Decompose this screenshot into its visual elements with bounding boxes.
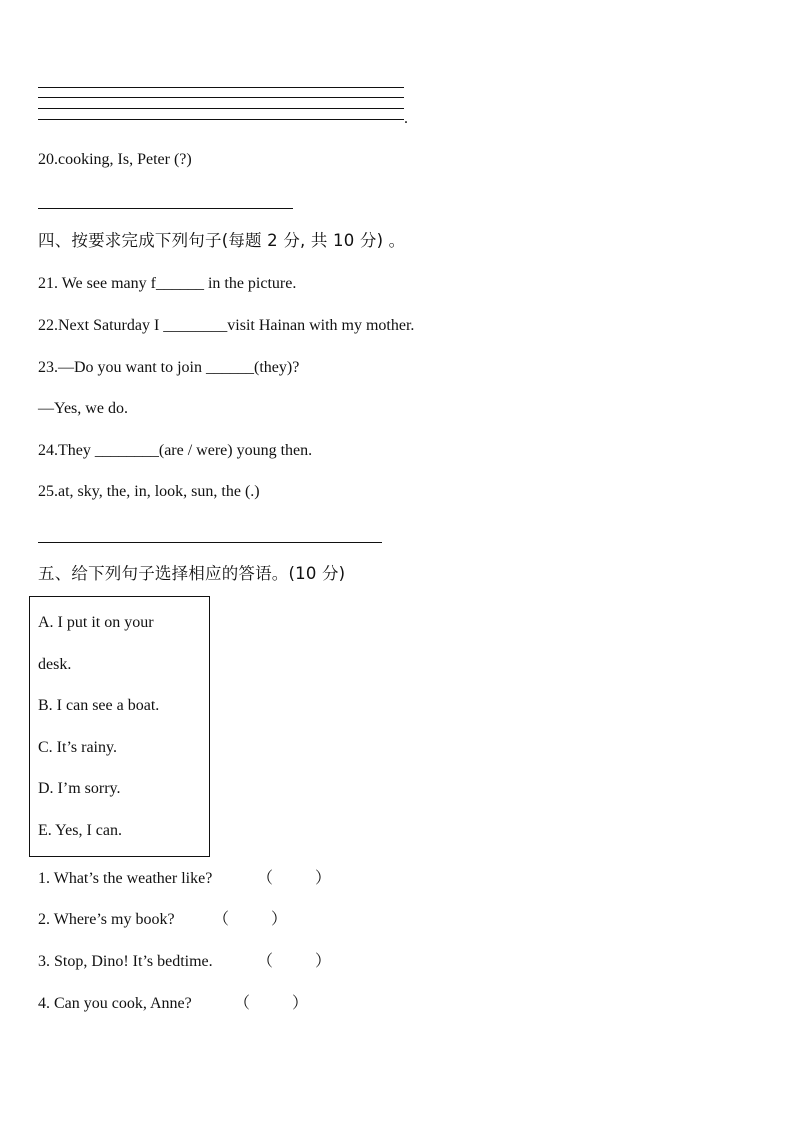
options-box	[29, 596, 210, 857]
answer-paren-4[interactable]	[234, 994, 308, 1014]
paren-open: （	[234, 995, 251, 1012]
section-4-heading: 四、按要求完成下列句子(每题 2 分, 共 10 分) 。	[38, 231, 406, 250]
question-25: 25.at, sky, the, in, look, sun, the (.)	[38, 483, 260, 500]
option-d: D. I’m sorry.	[38, 780, 121, 797]
option-a-line-1: A. I put it on your	[38, 614, 154, 631]
answer-line-4	[38, 119, 404, 120]
question-21: 21. We see many f______ in the picture.	[38, 275, 297, 292]
option-a-line-2: desk.	[38, 656, 72, 673]
section-5-heading: 五、给下列句子选择相应的答语。(10 分)	[38, 564, 346, 583]
paren-open: （	[257, 953, 274, 970]
paren-open: （	[257, 870, 274, 887]
question-23-answer: —Yes, we do.	[38, 400, 128, 417]
paren-close: ）	[315, 953, 332, 970]
option-c: C. It’s rainy.	[38, 739, 117, 756]
answer-line-2	[38, 97, 404, 98]
match-question-4: 4. Can you cook, Anne?	[38, 995, 192, 1012]
paren-close: ）	[292, 995, 309, 1012]
paren-open: （	[213, 911, 230, 928]
answer-line-3	[38, 108, 404, 109]
paren-close: ）	[315, 870, 332, 887]
answer-paren-2[interactable]	[213, 910, 287, 930]
answer-line-25[interactable]	[38, 542, 382, 543]
question-23: 23.—Do you want to join ______(they)?	[38, 359, 300, 376]
match-question-3: 3. Stop, Dino! It’s bedtime.	[38, 953, 213, 970]
match-question-2: 2. Where’s my book?	[38, 911, 175, 928]
answer-line-20[interactable]	[38, 208, 293, 209]
match-question-1: 1. What’s the weather like?	[38, 870, 213, 887]
question-20: 20.cooking, Is, Peter (?)	[38, 151, 192, 168]
paren-close: ）	[271, 911, 288, 928]
q19-period: .	[404, 110, 408, 127]
answer-paren-1[interactable]	[257, 869, 331, 889]
question-22: 22.Next Saturday I ________visit Hainan with my mother.	[38, 317, 415, 334]
answer-paren-3[interactable]	[257, 952, 331, 972]
option-e: E. Yes, I can.	[38, 822, 122, 839]
question-24: 24.They ________(are / were) young then.	[38, 442, 313, 459]
option-b: B. I can see a boat.	[38, 697, 160, 714]
answer-line-1	[38, 87, 404, 88]
